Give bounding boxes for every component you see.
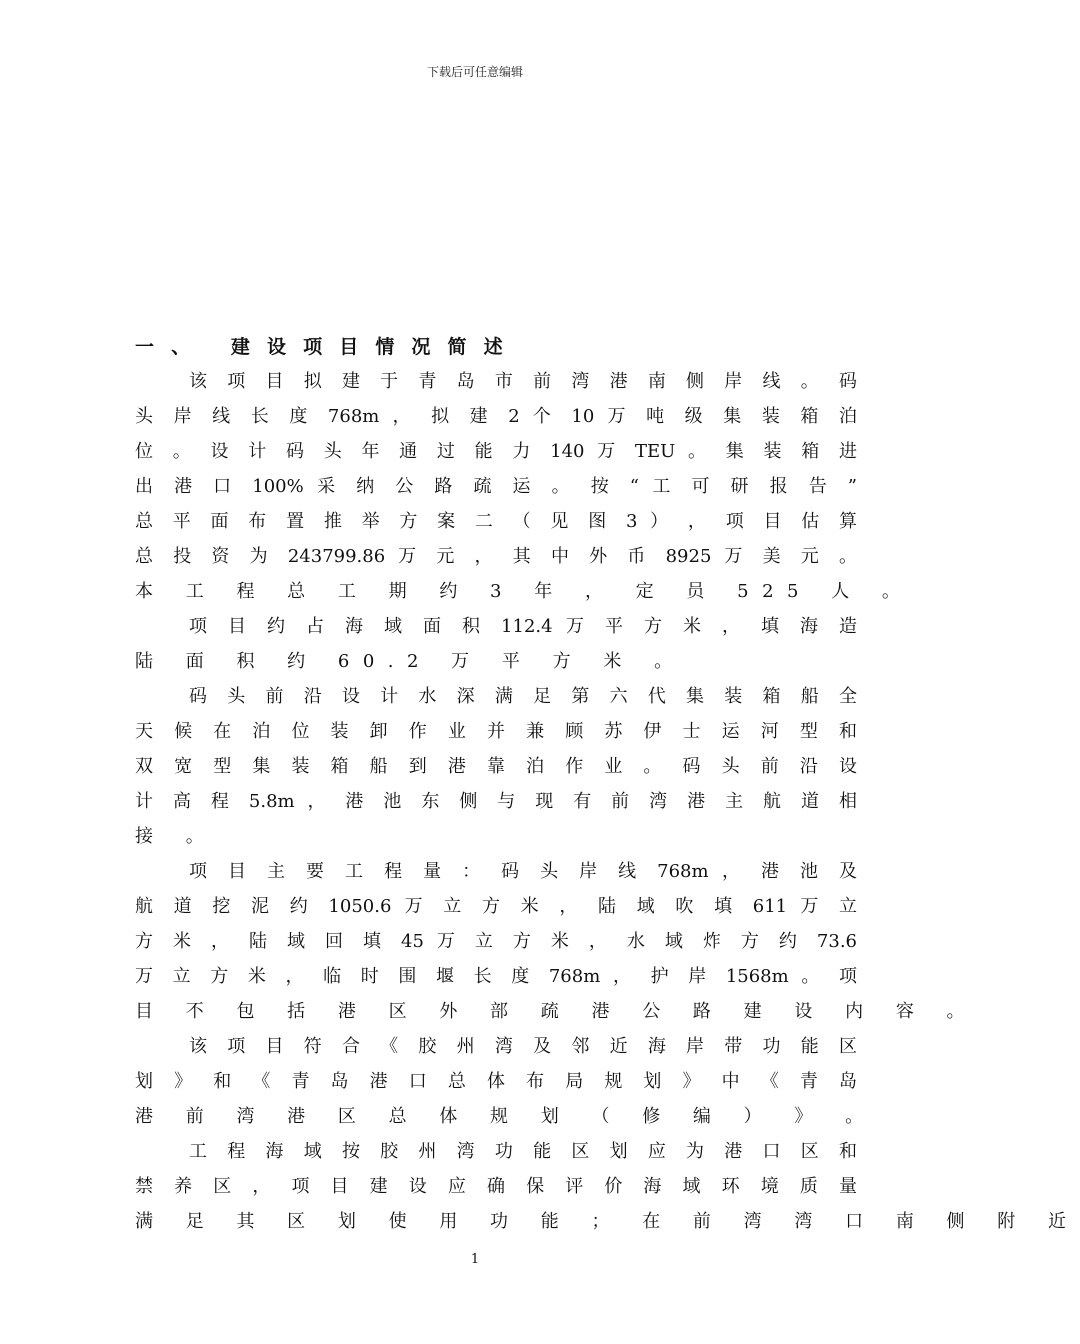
text-line: 该 项 目 符 合 《 胶 州 湾 及 邻 近 海 岸 带 功 能 区 — [189, 1036, 857, 1057]
text-line: 该 项 目 拟 建 于 青 岛 市 前 湾 港 南 侧 岸 线 。 码 — [189, 371, 857, 392]
text-line: 方 米 ， 陆 域 回 填 45 万 立 方 米 ， 水 域 炸 方 约 73.6 — [135, 931, 857, 952]
text-line: 万 立 方 米 ， 临 时 围 堰 长 度 768m ， 护 岸 1568m 。 项 — [135, 966, 857, 987]
paragraph-list — [135, 364, 1080, 1239]
paragraph — [135, 1134, 1080, 1239]
document-body — [135, 330, 1080, 1239]
text-line: 头 岸 线 长 度 768m ， 拟 建 2 个 10 万 吨 级 集 装 箱 泊 — [135, 406, 857, 427]
text-line: 航 道 挖 泥 约 1050.6 万 立 方 米 ， 陆 域 吹 填 611 万 立 — [135, 896, 857, 917]
text-line: 本 工 程 总 工 期 约 3 年 ， 定 员 525 人 。 — [135, 581, 914, 602]
text-line: 陆 面 积 约 60.2 万 平 方 米 。 — [135, 651, 686, 672]
paragraph — [135, 364, 914, 609]
text-line: 位 。 设 计 码 头 年 通 过 能 力 140 万 TEU 。 集 装 箱 进 — [135, 441, 857, 462]
text-line: 港 前 湾 港 区 总 体 规 划 （ 修 编 ） 》 。 — [135, 1106, 877, 1127]
text-line: 码 头 前 沿 设 计 水 深 满 足 第 六 代 集 装 箱 船 全 — [189, 686, 857, 707]
section-heading: 一、 建设项目情况简述 — [135, 336, 520, 358]
text-line: 工 程 海 域 按 胶 州 湾 功 能 区 划 应 为 港 口 区 和 — [189, 1141, 857, 1162]
text-line: 接 。 — [135, 826, 218, 847]
text-line: 出 港 口 100% 采 纳 公 路 疏 运 。 按 “ 工 可 研 报 告 ” — [135, 476, 857, 497]
text-line: 项 目 主 要 工 程 量 ： 码 头 岸 线 768m ， 港 池 及 — [189, 861, 857, 882]
page-number: 1 — [470, 1252, 480, 1267]
text-line: 项 目 约 占 海 域 面 积 112.4 万 平 方 米 ， 填 海 造 — [189, 616, 857, 637]
text-line: 计 高 程 5.8m ， 港 池 东 侧 与 现 有 前 湾 港 主 航 道 相 — [135, 791, 857, 812]
text-line: 天 候 在 泊 位 装 卸 作 业 并 兼 顾 苏 伊 士 运 河 型 和 — [135, 721, 857, 742]
text-line: 满 足 其 区 划 使 用 功 能 ； 在 前 湾 湾 口 南 侧 附 近 — [135, 1211, 1080, 1232]
header-note: 下载后可任意编辑 — [426, 65, 523, 79]
paragraph — [135, 854, 979, 1029]
paragraph — [135, 1029, 877, 1134]
paragraph — [135, 679, 857, 854]
text-line: 禁 养 区 ， 项 目 建 设 应 确 保 评 价 海 域 环 境 质 量 — [135, 1176, 857, 1197]
text-line: 目 不 包 括 港 区 外 部 疏 港 公 路 建 设 内 容 。 — [135, 1001, 979, 1022]
paragraph — [135, 609, 857, 679]
text-line: 总 投 资 为 243799.86 万 元 ， 其 中 外 币 8925 万 美 元 。 — [135, 546, 857, 567]
text-line: 双 宽 型 集 装 箱 船 到 港 靠 泊 作 业 。 码 头 前 沿 设 — [135, 756, 857, 777]
text-line: 划 》 和 《 青 岛 港 口 总 体 布 局 规 划 》 中 《 青 岛 — [135, 1071, 857, 1092]
text-line: 总 平 面 布 置 推 举 方 案 二 （ 见 图 3 ） ， 项 目 估 算 — [135, 511, 857, 532]
